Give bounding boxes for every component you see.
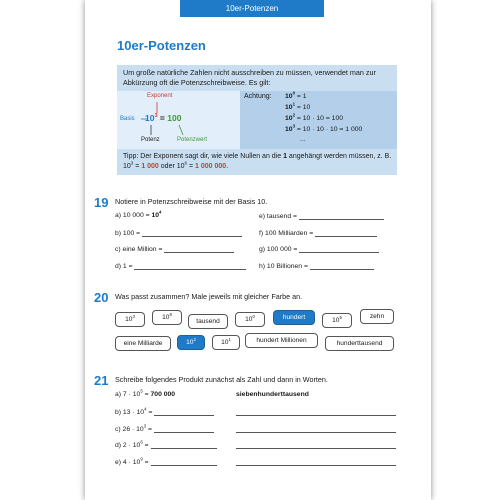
match-card[interactable]: zehn [360, 309, 394, 324]
answer-field[interactable] [134, 262, 246, 270]
header-tab: 10er-Potenzen [180, 0, 324, 17]
power-row: $10^1 = 10$ [285, 101, 311, 111]
exercise-number-21: 21 [94, 373, 109, 388]
achtung-panel [240, 91, 397, 149]
answer-field[interactable] [310, 262, 374, 270]
ex19-item-b: b) 100 = [115, 229, 242, 237]
answer-field[interactable] [315, 229, 377, 237]
answer-field[interactable] [151, 458, 217, 466]
answer-field[interactable] [164, 245, 234, 253]
match-card[interactable]: $10^8$ [152, 310, 182, 325]
basis-label: Basis [120, 116, 135, 122]
ex19-item-c: c) eine Million = [115, 245, 234, 253]
exercise-number-20: 20 [94, 290, 109, 305]
info-intro: Um große natürliche Zahlen nicht ausschreiben zu müssen, verwendet man zur Abkürzung oft die Potenzschreibweise. Es gilt: [123, 68, 376, 87]
answer-field[interactable] [151, 441, 217, 449]
match-card-selected[interactable]: $10^2$ [177, 335, 205, 350]
tipp-text: Tipp: Der Exponent sagt dir, wie viele Nullen an die 1 angehängt werden müssen, z. B. $10^3 = 1$ 000 oder $10^6 = 1$ 000 000. [123, 153, 392, 170]
ex21-item-a: a) $7 \cdot 10^5 = 700$ 000 [115, 388, 176, 398]
info-box [117, 65, 397, 175]
power-ellipsis: ... [300, 136, 306, 143]
match-card[interactable]: $10^5$ [322, 313, 352, 328]
worksheet-page [85, 0, 431, 500]
answer-field[interactable] [299, 245, 379, 253]
answer-field[interactable] [154, 425, 214, 433]
match-card-selected[interactable]: hundert [273, 310, 315, 325]
match-card[interactable]: hunderttausend [325, 336, 394, 351]
words-field[interactable] [236, 408, 396, 416]
power-row: $10^0 = 1$ [285, 90, 307, 100]
match-card[interactable]: eine Milliarde [115, 336, 171, 351]
exercise-21-instruction: Schreibe folgendes Produkt zunächst als Zahl und dann in Worten. [115, 375, 328, 384]
ex19-item-a: a) 10 $000 = 10^4$ [115, 209, 162, 219]
match-card[interactable]: $10^3$ [115, 312, 145, 327]
ex21-item-c: c) $26 \cdot 10^3$ = [115, 425, 214, 433]
potenzwert-label: Potenzwert [177, 137, 208, 143]
match-card[interactable]: $10^1$ [212, 335, 240, 350]
ex19-item-e: e) tausend = [259, 212, 384, 220]
exercise-19-instruction: Notiere in Potenzschreibweise mit der Basis 10. [115, 197, 268, 206]
ex19-item-g: g) 100 000 = [259, 245, 379, 253]
ex19-item-f: f) 100 Milliarden = [259, 229, 377, 237]
match-card[interactable]: $10^0$ [235, 312, 265, 327]
achtung-label: Achtung: [244, 93, 272, 100]
power-example: $10^3 = 100$ [145, 113, 182, 123]
answer-field[interactable] [299, 212, 384, 220]
ex21-words-a: siebenhunderttausend [236, 391, 309, 398]
match-card[interactable]: hundert Millionen [245, 333, 318, 348]
power-row: $10^3 = 10 \cdot 10 \cdot 10 = 1$ 000 [285, 123, 363, 133]
words-field[interactable] [236, 425, 396, 433]
ex21-item-b: b) $13 \cdot 10^4$ = [115, 408, 214, 416]
section-title: 10er-Potenzen [117, 38, 206, 53]
match-card[interactable]: tausend [188, 314, 228, 329]
potenz-label: Potenz [141, 137, 160, 143]
words-field[interactable] [236, 441, 396, 449]
ex21-item-d: d) $2 \cdot 10^6$ = [115, 441, 217, 449]
exercise-20-instruction: Was passt zusammen? Male jeweils mit gleicher Farbe an. [115, 292, 303, 301]
answer-field[interactable] [142, 229, 242, 237]
ex19-item-h: h) 10 Billionen = [259, 262, 374, 270]
power-row: $10^2 = 10 \cdot 10 = 100$ [285, 112, 344, 122]
answer-field[interactable] [154, 408, 214, 416]
ex21-item-e: e) $4 \cdot 10^9$ = [115, 458, 217, 466]
exercise-number-19: 19 [94, 195, 109, 210]
words-field[interactable] [236, 458, 396, 466]
power-diagram [117, 91, 240, 149]
ex19-item-d: d) 1 = [115, 262, 246, 270]
exponent-label: Exponent [147, 93, 173, 99]
